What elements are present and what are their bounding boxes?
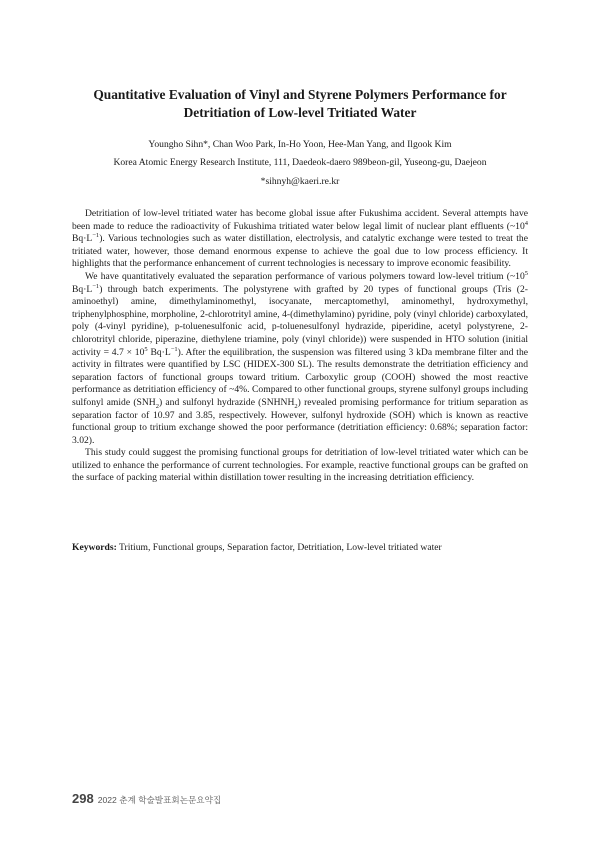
abstract-paragraph-1: Detritiation of low-level tritiated water has become global issue after Fukushima accident. Several attempts have been made to reduce the radioactivity of Fukushima tritiated water below legal limit of nuclear plant effluents ($\sim 10^4$ $Bq\cdot L^{-1}$). Various technologies such as water distillation, electrolysis, and catalytic exchange were tested to treat the tritiated water, however, those demand enormous expense to achieve the goal due to low process efficiency. It highlights that the performance enhancement of current technologies is necessary to improve economic feasibility. — [72, 208, 528, 270]
abstract-paragraph-2: We have quantitatively evaluated the separation performance of various polymers toward low-level tritium ($\sim 10^5$ $Bq\cdot L^{-1}$) through batch experiments. The polystyrene with grafted by 20 types of functional groups (Tris (2-aminoethyl) amine, dimethylaminomethyl, isocyanate, mercaptomethyl, aminomethyl, hydroxymethyl, triphenylphosphine, morpholine, 2-chlorotrityl amine, 4-(dimethylamino) pyridine, poly (vinyl chloride) carboxylated, poly (4-vinyl pyridine), p-toluenesulfonic acid, p-toluenesulfonyl hydrazide, piperidine, acetyl polystyrene, 2-chlorotrityl chloride, piperazine, diethylene triamine, poly (vinyl chloride)) were suspended in HTO solution (initial activity = $4.7 \times 10^5$ $Bq\cdot L^{-1}$). After the equilibration, the suspension was filtered using 3 kDa membrane filter and the activity in filtrates were quantified by LSC (HIDEX-300 SL). The results demonstrate the detritiation efficiency and separation factors of functional groups toward tritium. Carboxylic group (COOH) showed the most reactive performance as detritiation efficiency of ~4%. Compared to other functional groups, styrene sulfonyl groups including sulfonyl amide $(SNH_2)$ and sulfonyl hydrazide $(SNHNH_2)$ revealed promising performance for tritium separation as separation factor of 10.97 and 3.85, respectively. However, sulfonyl hydroxide (SOH) which is known as reactive functional group to tritium exchange showed the poor performance (detritiation efficiency: 0.68%; separation factor: 3.02). — [72, 269, 529, 446]
page-number: 298 — [72, 791, 94, 806]
keywords — [72, 541, 528, 554]
keywords-label: Keywords: — [72, 542, 117, 553]
affiliation: Korea Atomic Energy Research Institute, 111, Daedeok-daero 989beon-gil, Yuseong-gu, Daejeon — [113, 157, 487, 168]
abstract-paragraph-3: This study could suggest the promising functional groups for detritiation of low-level tritiated water which can be utilized to enhance the performance of current technologies. For example, reactive functional groups can be grafted on the surface of packing material within distillation tower resulting in the increasing detritiation efficiency. — [72, 447, 528, 484]
author-list: Youngho Sihn*, Chan Woo Park, In-Ho Yoon, Hee-Man Yang, and Ilgook Kim — [148, 139, 452, 150]
title-line-2: Detritiation of Low-level Tritiated Water — [183, 105, 417, 120]
abstract — [72, 208, 528, 485]
keywords-text: Tritium, Functional groups, Separation factor, Detritiation, Low-level tritiated water — [116, 542, 442, 553]
proceedings-title: 2022 춘계 학술발표회논문요약집 — [97, 795, 222, 805]
title-line-1: Quantitative Evaluation of Vinyl and Styrene Polymers Performance for — [93, 87, 507, 102]
corresponding-email: *sihnyh@kaeri.re.kr — [260, 176, 340, 187]
paper-title — [60, 86, 540, 122]
page-footer — [72, 790, 221, 808]
